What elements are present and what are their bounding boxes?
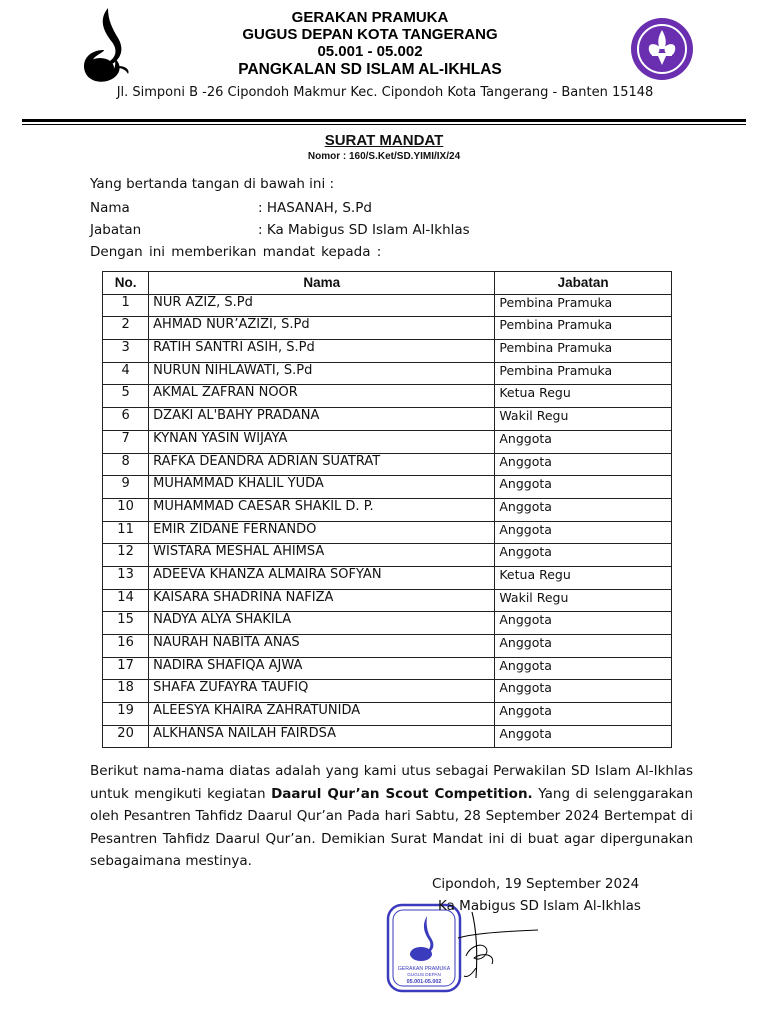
row-nama: KAISARA SHADRINA NAFIZA [149, 589, 495, 612]
row-nama: RAFKA DEANDRA ADRIAN SUATRAT [149, 453, 495, 476]
row-nama: NAURAH NABITA ANAS [149, 635, 495, 658]
row-jabatan: Anggota [495, 680, 672, 703]
row-nama: KYNAN YASIN WIJAYA [149, 430, 495, 453]
row-nama: NUR AZIZ, S.Pd [149, 294, 495, 317]
row-nama: SHAFA ZUFAYRA TAUFIQ [149, 680, 495, 703]
row-jabatan: Pembina Pramuka [495, 294, 672, 317]
table-row [103, 589, 672, 612]
row-jabatan: Pembina Pramuka [495, 362, 672, 385]
row-no: 3 [103, 340, 149, 363]
table-row [103, 476, 672, 499]
handwritten-signature-icon [452, 908, 542, 986]
table-row [103, 408, 672, 431]
row-no: 16 [103, 635, 149, 658]
table-row [103, 521, 672, 544]
row-jabatan: Anggota [495, 521, 672, 544]
row-jabatan: Anggota [495, 498, 672, 521]
table-row [103, 544, 672, 567]
row-jabatan: Anggota [495, 430, 672, 453]
table-row [103, 612, 672, 635]
row-nama: DZAKI AL'BAHY PRADANA [149, 408, 495, 431]
letterhead-line-2: GUGUS DEPAN KOTA TANGERANG [242, 26, 498, 43]
stamp-line-2: GUGUS DEPAN [407, 972, 441, 977]
row-no: 8 [103, 453, 149, 476]
stamp-line-1: GERAKAN PRAMUKA [397, 966, 451, 972]
table-row [103, 703, 672, 726]
letterhead-line-4: PANGKALAN SD ISLAM AL-IKHLAS [238, 61, 502, 78]
row-jabatan: Wakil Regu [495, 408, 672, 431]
paragraph-part-1: Berikut nama-nama diatas adalah yang kami utus sebagai Perwakilan SD Islam Al-Ikhlas untuk mengikuti kegiatan [90, 763, 693, 802]
letterhead-divider-thick [22, 119, 746, 122]
row-no: 11 [103, 521, 149, 544]
signatory-position-value: : Ka Mabigus SD Islam Al-Ikhlas [258, 222, 470, 238]
row-no: 20 [103, 725, 149, 748]
body-paragraph [90, 760, 693, 873]
row-jabatan: Anggota [495, 725, 672, 748]
row-nama: ALEESYA KHAIRA ZAHRATUNIDA [149, 703, 495, 726]
row-no: 7 [103, 430, 149, 453]
row-no: 9 [103, 476, 149, 499]
row-nama: WISTARA MESHAL AHIMSA [149, 544, 495, 567]
table-row [103, 362, 672, 385]
letterhead-address: Jl. Simponi B -26 Cipondoh Makmur Kec. Cipondoh Kota Tangerang - Banten 15148 [116, 85, 654, 100]
row-nama: AKMAL ZAFRAN NOOR [149, 385, 495, 408]
table-row [103, 294, 672, 317]
table-row [103, 453, 672, 476]
row-nama: AHMAD NUR’AZIZI, S.Pd [149, 317, 495, 340]
table-row [103, 566, 672, 589]
table-header-row [103, 272, 672, 295]
row-nama: NURUN NIHLAWATI, S.Pd [149, 362, 495, 385]
row-no: 17 [103, 657, 149, 680]
row-no: 4 [103, 362, 149, 385]
signatory-name-label: Nama [90, 200, 130, 216]
row-jabatan: Anggota [495, 453, 672, 476]
row-nama: RATIH SANTRI ASIH, S.Pd [149, 340, 495, 363]
row-jabatan: Anggota [495, 703, 672, 726]
header-nama: Nama [149, 272, 495, 295]
table-row [103, 635, 672, 658]
row-jabatan: Anggota [495, 544, 672, 567]
row-nama: MUHAMMAD CAESAR SHAKIL D. P. [149, 498, 495, 521]
table-row [103, 498, 672, 521]
row-jabatan: Anggota [495, 476, 672, 499]
header-no: No. [103, 272, 149, 295]
table-row [103, 725, 672, 748]
table-row [103, 430, 672, 453]
table-body [103, 294, 672, 748]
row-no: 10 [103, 498, 149, 521]
signatory-name-value: : HASANAH, S.Pd [258, 200, 372, 216]
row-nama: NADYA ALYA SHAKILA [149, 612, 495, 635]
row-no: 19 [103, 703, 149, 726]
world-scout-emblem-icon [630, 17, 694, 81]
stamp-line-3: 05.001-05.002 [406, 979, 442, 985]
row-nama: EMIR ZIDANE FERNANDO [149, 521, 495, 544]
document-title: SURAT MANDAT [324, 132, 444, 149]
table-row [103, 657, 672, 680]
row-nama: ALKHANSA NAILAH FAIRDSA [149, 725, 495, 748]
row-no: 15 [103, 612, 149, 635]
row-nama: ADEEVA KHANZA ALMAIRA SOFYAN [149, 566, 495, 589]
mandate-table [102, 271, 672, 748]
table-row [103, 340, 672, 363]
row-jabatan: Pembina Pramuka [495, 340, 672, 363]
row-nama: NADIRA SHAFIQA AJWA [149, 657, 495, 680]
row-no: 14 [103, 589, 149, 612]
row-jabatan: Anggota [495, 635, 672, 658]
row-no: 2 [103, 317, 149, 340]
row-no: 18 [103, 680, 149, 703]
row-jabatan: Wakil Regu [495, 589, 672, 612]
paragraph-event-name: Daarul Qur’an Scout Competition. [271, 785, 533, 802]
letterhead-line-3: 05.001 - 05.002 [317, 43, 423, 60]
row-jabatan: Anggota [495, 657, 672, 680]
row-jabatan: Anggota [495, 612, 672, 635]
row-jabatan: Ketua Regu [495, 566, 672, 589]
row-no: 1 [103, 294, 149, 317]
signatory-title: Ka Mabigus SD Islam Al-Ikhlas [438, 898, 641, 914]
table-row [103, 385, 672, 408]
row-no: 13 [103, 566, 149, 589]
row-no: 5 [103, 385, 149, 408]
letterhead-line-1: GERAKAN PRAMUKA [291, 9, 449, 26]
header-jabatan: Jabatan [495, 272, 672, 295]
signatory-position-label: Jabatan [90, 222, 142, 238]
tunas-kelapa-logo-icon [78, 6, 134, 84]
row-jabatan: Pembina Pramuka [495, 317, 672, 340]
mandate-text: Dengan ini memberikan mandat kepada : [90, 244, 382, 260]
row-nama: MUHAMMAD KHALIL YUDA [149, 476, 495, 499]
row-no: 6 [103, 408, 149, 431]
place-date: Cipondoh, 19 September 2024 [432, 876, 640, 892]
table-row [103, 680, 672, 703]
table-row [103, 317, 672, 340]
row-no: 12 [103, 544, 149, 567]
letterhead-divider-thin [22, 124, 746, 125]
paragraph-part-2: Yang di selenggarakan oleh Pesantren Tahfidz Daarul Qur’an Pada hari Sabtu, 28 September 2024 Bertempat di Pesantren Tahfidz Daarul Qur’an. Demikian Surat Mandat ini di buat agar dipergunakan sebagaimana mestinya. [90, 785, 693, 870]
document-number: Nomor : 160/S.Ket/SD.YIMI/IX/24 [307, 151, 461, 162]
intro-text: Yang bertanda tangan di bawah ini : [90, 176, 335, 192]
row-jabatan: Ketua Regu [495, 385, 672, 408]
